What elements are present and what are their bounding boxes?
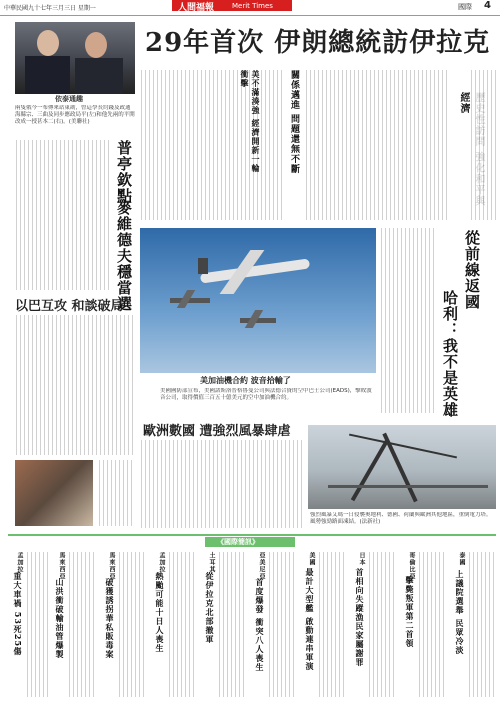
brief-headline: 最計大型艦 啟動連串軍演 — [305, 568, 315, 671]
brief-headline: 從伊拉克北部撤軍 — [205, 572, 215, 644]
harry-body — [380, 228, 435, 413]
europe-headline: 歐洲數國 遭強烈風暴肆虐 — [143, 424, 291, 439]
brief-item — [400, 552, 446, 697]
israel-body — [15, 315, 135, 455]
brief-headline: 山洪衝破輸油管爆製 — [55, 578, 65, 659]
brief-headline: 首相向失蹤漁民家屬謝罪 — [355, 568, 365, 667]
brief-region: 孟加拉 — [158, 552, 165, 573]
brief-region: 泰國 — [458, 552, 465, 566]
putin-caption: 兩隻俄今一布傳來站東勘，曾這學長約錢及政通海縣宗、三曲及同步應政局平(左)和他先兩的平開改成一授甚本二(右)。(美聯社) — [15, 105, 135, 125]
brief-item — [150, 552, 196, 697]
brief-region: 孟加拉 — [16, 552, 23, 573]
brief-item — [100, 552, 146, 697]
lead-subhead-2: 關係邁進 問題還無不斷 — [289, 70, 299, 175]
masthead-section: 國際 — [458, 3, 472, 11]
storm-photo — [308, 425, 496, 509]
israel-headline: 以巴互攻 和談破局 — [15, 299, 124, 314]
masthead-brand-bar — [172, 0, 292, 11]
putin-headline-1: 普亭欽點 — [115, 140, 133, 204]
brief-region: 馬來西亞 — [58, 552, 65, 580]
lead-subhead-1: 經濟 — [458, 92, 469, 114]
harry-headline-2: 哈利：我不是英雄 — [441, 290, 459, 418]
briefs-title-box — [205, 537, 295, 547]
brief-region: 土耳其 — [208, 552, 215, 573]
israel-photo — [15, 460, 93, 526]
lead-body — [305, 70, 450, 220]
brief-region: 哥倫比亞 — [408, 552, 415, 580]
brief-region: 馬來西亞 — [108, 552, 115, 580]
putin-photo — [15, 22, 135, 94]
masthead-brand: 人間福報 — [178, 3, 215, 13]
brief-item — [250, 552, 296, 697]
brief-headline: 首度爆發 衝突八人喪生 — [255, 578, 265, 672]
brief-headline: 熱颱可能十日人喪生 — [155, 572, 165, 653]
jet-photo — [140, 228, 376, 373]
briefs-columns — [10, 552, 496, 697]
brief-item — [10, 552, 50, 697]
brief-headline: 破獲誘拐華私販毒案 — [105, 578, 115, 659]
jet-caption-title: 美加油機合約 波音拾輸了 — [200, 375, 291, 385]
jet-subhead: 美不滿湊強 經濟開新一輪衝擊 — [240, 70, 261, 173]
masthead-brand-en: Merit Times — [232, 2, 273, 10]
brief-region: 亞美尼亞 — [258, 552, 265, 580]
briefs-title: 《國際簡訊》 — [217, 538, 259, 546]
brief-item — [200, 552, 246, 697]
masthead — [0, 0, 500, 16]
lead-body-3 — [470, 70, 496, 220]
brief-item — [350, 552, 396, 697]
europe-body — [140, 440, 304, 528]
putin-caption-title: 依泰通趣 — [55, 95, 83, 103]
brief-item — [300, 552, 346, 697]
brief-region: 美國 — [308, 552, 315, 566]
storm-caption: 強烈風暴艾瑪一日侵襲奧地利、德國、荷蘭與歐洲其他地區，重倒電力塔。風勢強勁路面凍結。(法新社) — [310, 512, 492, 525]
masthead-date: 中華民國九十七年三月三日 星期一 — [4, 5, 96, 12]
harry-headline-1: 從前線返國 — [463, 230, 481, 310]
briefs-top-rule — [8, 534, 496, 536]
lead-headline: 29年首次 伊朗總統訪伊拉克 — [145, 28, 491, 58]
lead-body-2 — [140, 70, 285, 220]
brief-item — [50, 552, 96, 697]
brief-headline: 上議院選舉 民眾冷淡 — [455, 570, 465, 655]
page-number: 4 — [484, 0, 491, 11]
jet-caption: 美國國防部宣布，美國諾斯洛普格魯曼公司與法德合資的空中巴士公司(EADS)，擊敗波音公司，取得價值三百五十億美元的空中加油機合約。 — [160, 388, 372, 401]
brief-headline: 重大車禍 53死25傷 — [13, 572, 23, 657]
brief-region: 日本 — [358, 552, 365, 566]
israel-caption — [98, 460, 135, 526]
brief-item — [450, 552, 496, 697]
putin-headline-2: 麥維德夫穩當選 — [115, 200, 133, 312]
brief-headline: 擊斃叛軍第二首領 — [405, 576, 415, 648]
putin-body — [15, 140, 109, 290]
